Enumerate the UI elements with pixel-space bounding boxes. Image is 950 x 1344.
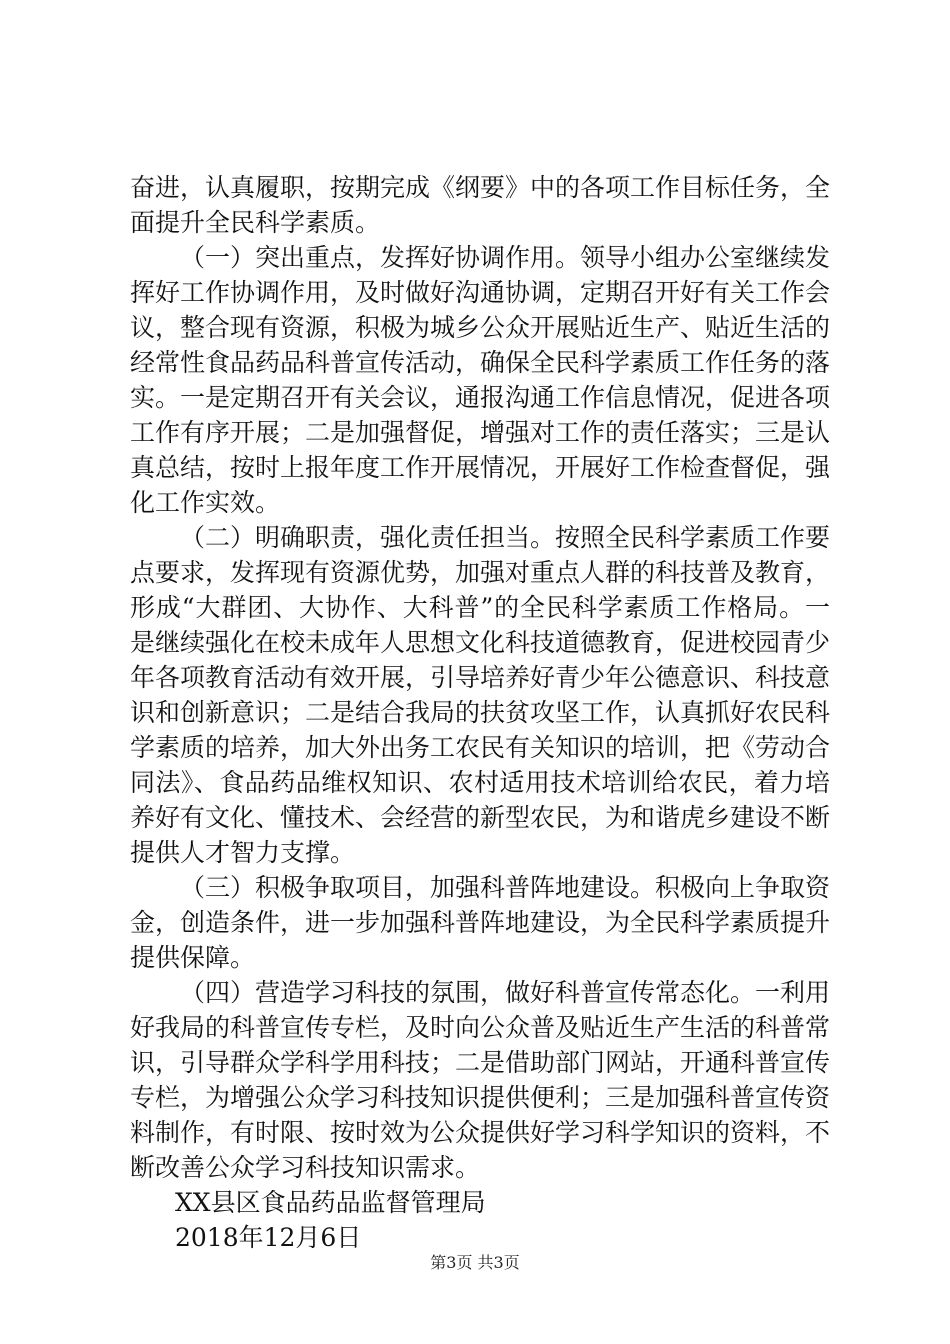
paragraph-intro: 奋进，认真履职，按期完成《纲要》中的各项工作目标任务，全面提升全民科学素质。 [130,173,831,237]
paragraph-section-3: （三）积极争取项目，加强科普阵地建设。积极向上争取资金，创造条件，进一步加强科普阵地建设，为全民科学素质提升提供保障。 [130,873,831,972]
page-number: 第3页 共3页 [430,1253,520,1272]
signature-organization: XX县区食品药品监督管理局 [175,1188,486,1217]
paragraph-section-1: （一）突出重点，发挥好协调作用。领导小组办公室继续发挥好工作协调作用，及时做好沟通协调，定期召开好有关工作会议，整合现有资源，积极为城乡公众开展贴近生产、贴近生活的经常性食品药品科普宣传活动，确保全民科学素质工作任务的落实。一是定期召开有关会议，通报沟通工作信息情况，促进各项工作有序开展；二是加强督促，增强对工作的责任落实；三是认真总结，按时上报年度工作开展情况，开展好工作检查督促，强化工作实效。 [130,243,831,517]
paragraph-section-2: （二）明确职责，强化责任担当。按照全民科学素质工作要点要求，发挥现有资源优势，加强对重点人群的科技普及教育，形成“大群团、大协作、大科普”的全民科学素质工作格局。一是继续强化在校未成年人思想文化科技道德教育，促进校园青少年各项教育活动有效开展，引导培养好青少年公德意识、科技意识和创新意识；二是结合我局的扶贫攻坚工作，认真抓好农民科学素质的培养，加大外出务工农民有关知识的培训，把《劳动合同法》、食品药品维权知识、农村适用技术培训给农民，着力培养好有文化、懂技术、会经营的新型农民，为和谐虎乡建设不断提供人才智力支撑。 [130,523,831,867]
paragraph-section-4: （四）营造学习科技的氛围，做好科普宣传常态化。一利用好我局的科普宣传专栏，及时向公众普及贴近生产生活的科普常识，引导群众学科学用科技；二是借助部门网站，开通科普宣传专栏，为增强公众学习科技知识提供便利；三是加强科普宣传资料制作，有时限、按时效为公众提供好学习科学知识的资料，不断改善公众学习科技知识需求。 [130,978,831,1182]
page-footer [0,1250,950,1273]
signature-date: 2018年12月6日 [175,1223,362,1252]
document-body [130,170,830,1255]
